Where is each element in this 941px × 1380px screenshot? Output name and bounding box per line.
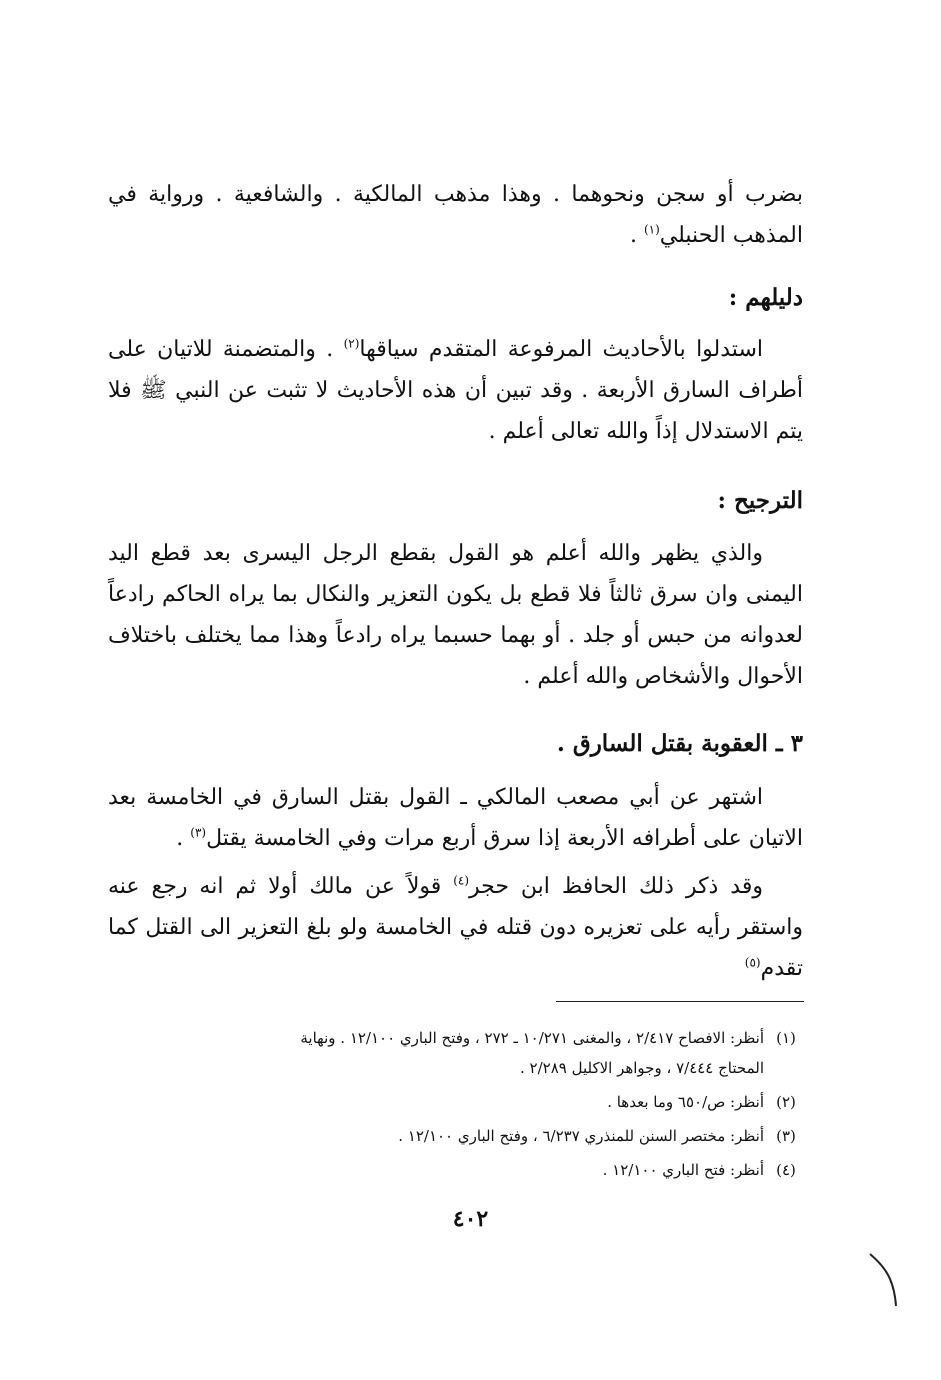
footnote-divider <box>556 1001 804 1002</box>
footnote-4 <box>108 1155 808 1185</box>
paragraph-text: اشتهر عن أبي مصعب المالكي ـ القول بقتل السارق في الخامسة بعد الاتيان على أطرافه الأربعة إذا سرق أربع مرات وفي الخامسة يقتل <box>108 785 803 851</box>
section-heading: الترجيح : <box>717 487 803 514</box>
paragraph-abu-musab: اشتهر عن أبي مصعب المالكي ـ القول بقتل السارق في الخامسة بعد الاتيان على أطرافه الأربعة إذا سرق أربع مرات وفي الخامسة يقتل$^{(٣)}$ . <box>108 785 803 851</box>
paragraph-preference <box>108 533 803 697</box>
paragraph-opening: بضرب أو سجن ونحوهما . وهذا مذهب المالكية . والشافعية . ورواية في المذهب الحنبلي$^{(١)}$ . <box>108 182 803 248</box>
paragraph-ibn-hajar <box>108 866 803 989</box>
heading-preference <box>108 481 803 521</box>
paragraph-text: بضرب أو سجن ونحوهما . وهذا مذهب المالكية . والشافعية . ورواية في المذهب الحنبلي <box>108 182 803 248</box>
footnote-ref-1[interactable]: (١) <box>643 222 660 237</box>
footnote-2 <box>108 1087 808 1117</box>
footnote-text: أنظر: الافصاح ٢/٤١٧ ، والمغنى ١٠/٢٧١ ـ ٢٧٢ ، وفتح الباري ١٢/١٠٠ . ونهاية <box>300 1029 764 1047</box>
footnote-ref-5[interactable]: (٥) <box>744 955 761 970</box>
paragraph-text: . والمتضمنة للاتيان على أطراف السارق الأربعة . وقد تبين أن هذه الأحاديث لا تثبت عن النبي ﷺ فلا يتم الاستدلال إذاً والله تعالى أعلم . <box>108 337 803 444</box>
footnote-text: أنظر: ص/٦٥٠ وما بعدها . <box>607 1093 764 1111</box>
footnote-1 <box>108 1023 808 1083</box>
paragraph-text: والذي يظهر والله أعلم هو القول بقطع الرجل اليسرى بعد قطع اليد اليمنى وان سرق ثالثاً فلا قطع بل يكون التعزير والنكال بما يراه الحاكم رادعاً لعدوانه من حبس أو جلد . أو بهما حسبما يراه رادعاً وهذا مما يختلف باختلاف الأحوال والأشخاص والله أعلم . <box>108 541 803 689</box>
paragraph-text: وقد ذكر ذلك الحافظ ابن حجر <box>469 874 763 899</box>
paragraph-evidence <box>108 329 803 452</box>
heading-execution <box>108 724 803 764</box>
paragraph-text: قولاً عن مالك أولا ثم انه رجع عنه واستقر رأيه على تعزيره دون قتله في الخامسة ولو بلغ التعزير الى القتل كما تقدم <box>108 874 803 981</box>
footnote-text: أنظر: مختصر السنن للمنذري ٦/٢٣٧ ، وفتح الباري ١٢/١٠٠ . <box>398 1127 764 1145</box>
footnote-text: المحتاج ٧/٤٤٤ ، وجواهر الاكليل ٢/٢٨٩ . <box>520 1059 764 1077</box>
page-number: ٤٠٢ <box>452 1206 489 1232</box>
section-heading: دليلهم : <box>728 284 803 311</box>
footnote-3 <box>108 1121 808 1151</box>
footnote-number: (٣) <box>776 1127 796 1145</box>
corner-scan-mark <box>866 1250 906 1310</box>
footnote-number: (١) <box>776 1029 796 1047</box>
footnote-text: أنظر: فتح الباري ١٢/١٠٠ . <box>602 1161 764 1179</box>
heading-evidence <box>108 278 803 318</box>
footnote-ref-2[interactable]: (٢) <box>343 336 360 351</box>
section-heading: ٣ ـ العقوبة بقتل السارق . <box>556 730 803 757</box>
paragraph-text: استدلوا بالأحاديث المرفوعة المتقدم سياقها <box>359 337 763 362</box>
footnote-number: (٤) <box>776 1161 796 1179</box>
footnote-number: (٢) <box>776 1093 796 1111</box>
footnote-ref-4[interactable]: (٤) <box>453 873 470 888</box>
footnote-ref-3[interactable]: (٣) <box>190 825 207 840</box>
